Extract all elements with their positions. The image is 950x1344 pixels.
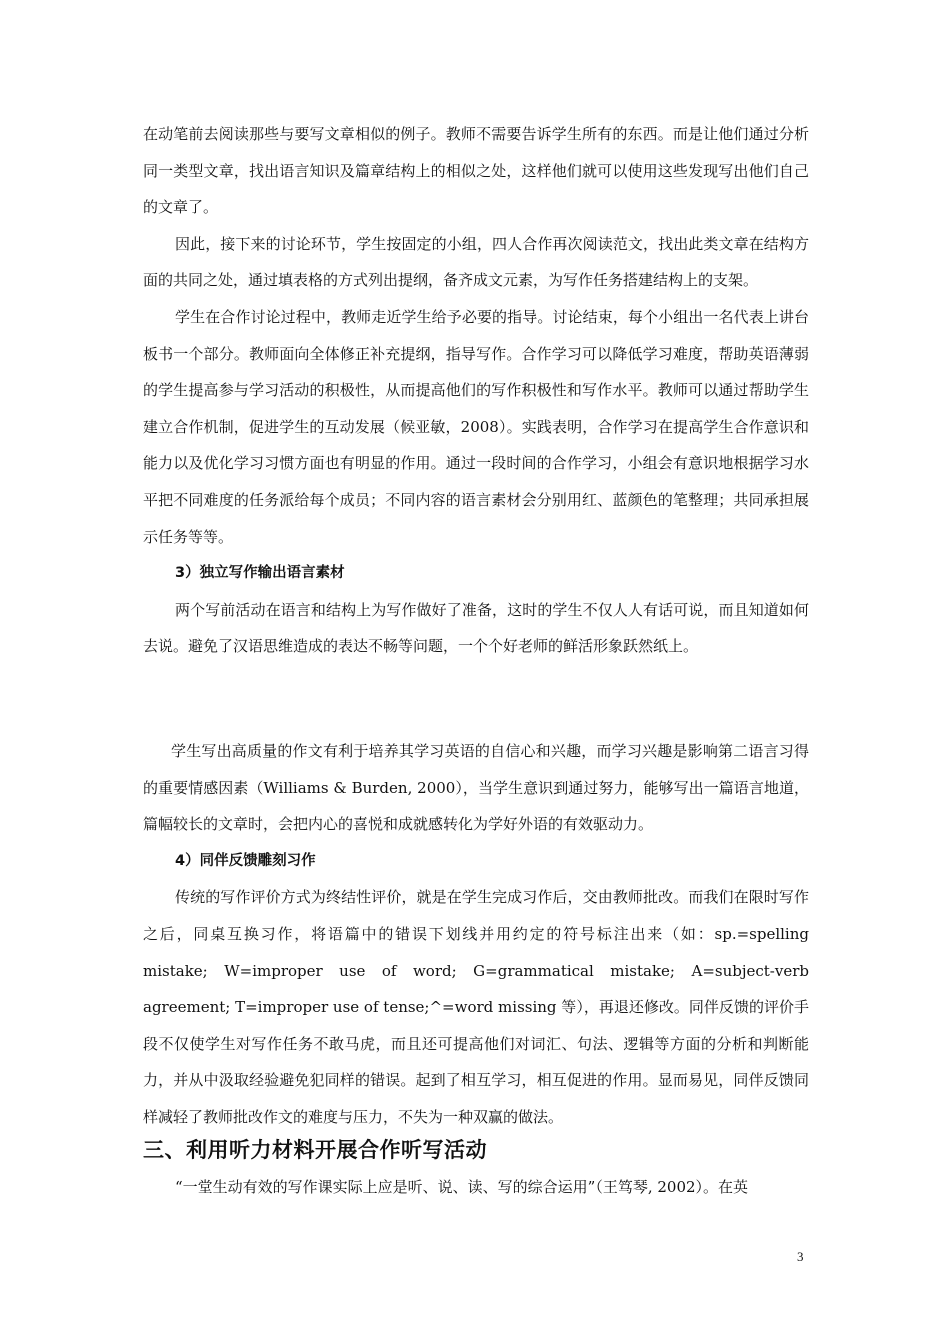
paragraph-listening-intro: “一堂生动有效的写作课实际上应是听、说、读、写的综合运用”（王笃琴, 2002）。在英 <box>175 1178 749 1196</box>
section-heading: 三、利用听力材料开展合作听写活动 <box>143 1138 487 1162</box>
text-block-upper <box>143 116 809 665</box>
text-block-lower <box>143 733 809 1136</box>
subheading-independent-writing: 3）独立写作输出语言素材 <box>175 565 345 582</box>
text-block-final <box>143 1169 809 1206</box>
paragraph-writing-interest: 学生写出高质量的作文有利于培养其学习英语的自信心和兴趣，而学习兴趣是影响第二语言习得的重要情感因素（Williams & Burden, 2000），当学生意识到通过努力，能够写出一篇语言地道，篇幅较长的文章时，会把内心的喜悦和成就感转化为学好外语的有效驱动力。 <box>143 742 809 834</box>
paragraph-peer-feedback: 传统的写作评价方式为终结性评价，就是在学生完成习作后，交由教师批改。而我们在限时写作之后，同桌互换习作，将语篇中的错误下划线并用约定的符号标注出来（如：sp.=spelling mistake; W=improper use of word; G=grammatical mistake; A=subject-verb agreement; T=improper use of tense;^=word missing 等），再退还修改。同伴反馈的评价手段不仅使学生对写作任务不敢马虎，而且还可提高他们对词汇、句法、逻辑等方面的分析和判断能力，并从中汲取经验避免犯同样的错误。起到了相互学习，相互促进的作用。显而易见，同伴反馈同样减轻了教师批改作文的难度与压力，不失为一种双赢的做法。 <box>143 888 809 1126</box>
paragraph-continuation: 在动笔前去阅读那些与要写文章相似的例子。教师不需要告诉学生所有的东西。而是让他们通过分析同一类型文章，找出语言知识及篇章结构上的相似之处，这样他们就可以使用这些发现写出他们自己的文章了。 <box>143 125 809 217</box>
subheading-peer-feedback: 4）同伴反馈雕刻习作 <box>175 852 316 869</box>
paragraph-prewriting-activities: 两个写前活动在语言和结构上为写作做好了准备，这时的学生不仅人人有话可说，而且知道如何去说。避免了汉语思维造成的表达不畅等问题，一个个好老师的鲜活形象跃然纸上。 <box>143 600 809 656</box>
paragraph-cooperative-learning: 学生在合作讨论过程中，教师走近学生给予必要的指导。讨论结束，每个小组出一名代表上讲台板书一个部分。教师面向全体修正补充提纲，指导写作。合作学习可以降低学习难度，帮助英语薄弱的学生提高参与学习活动的积极性，从而提高他们的写作积极性和写作水平。教师可以通过帮助学生建立合作机制，促进学生的互动发展（候亚敏，2008）。实践表明，合作学习在提高学生合作意识和能力以及优化学习习惯方面也有明显的作用。通过一段时间的合作学习，小组会有意识地根据学习水平把不同难度的任务派给每个成员；不同内容的语言素材会分别用红、蓝颜色的笔整理；共同承担展示任务等等。 <box>143 307 809 546</box>
paragraph-discussion: 因此，接下来的讨论环节，学生按固定的小组，四人合作再次阅读范文，找出此类文章在结构方面的共同之处，通过填表格的方式列出提纲，备齐成文元素，为写作任务搭建结构上的支架。 <box>143 234 809 290</box>
page-number: 3 <box>797 1249 804 1264</box>
